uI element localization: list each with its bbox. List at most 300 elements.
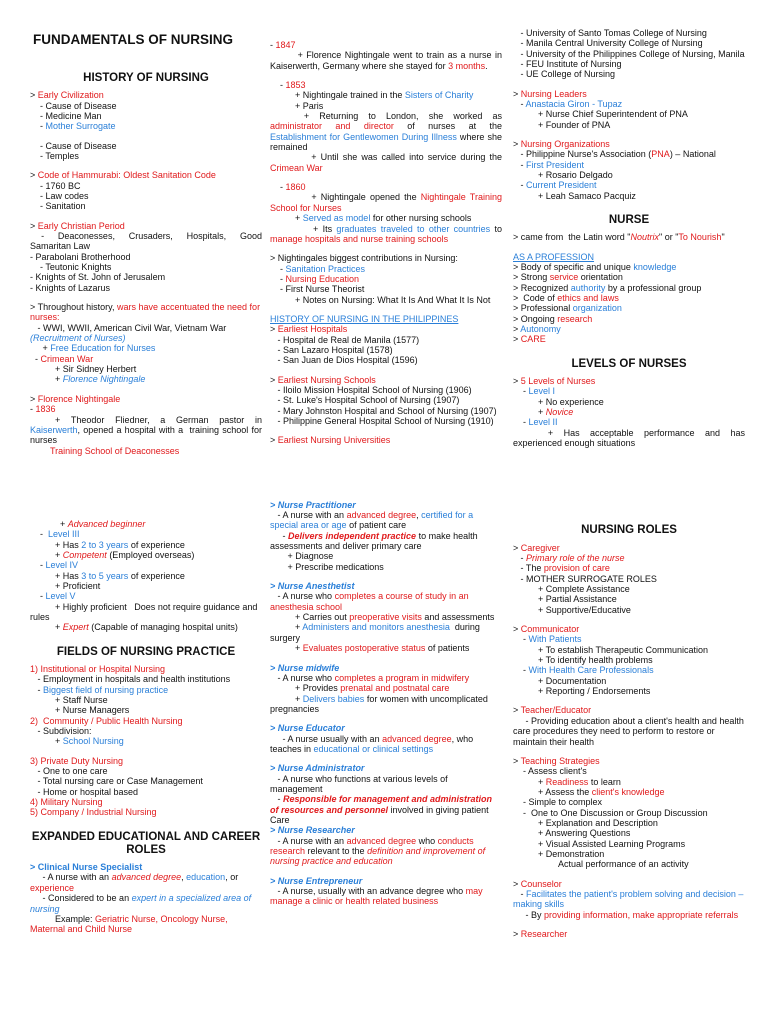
text-line: [270, 531, 502, 552]
text-run: Training School of Deaconesses: [50, 445, 180, 456]
text-run: >: [513, 542, 521, 553]
text-run: +: [30, 374, 63, 385]
text-run: - Mary Johnston Hospital and School of Nursing (1907): [270, 405, 497, 416]
text-line: [30, 343, 262, 353]
text-run: -: [270, 80, 286, 91]
text-line: [513, 262, 745, 272]
text-line: [513, 849, 745, 859]
text-line: [513, 543, 745, 553]
text-line: [513, 427, 748, 449]
text-run: >: [513, 878, 521, 889]
text-line: [30, 664, 262, 674]
text-run: " or ": [659, 232, 679, 243]
text-run: experience: [30, 882, 75, 893]
text-line: [270, 253, 502, 263]
text-run: + No experience: [513, 396, 607, 407]
text-run: >: [270, 324, 278, 335]
text-run: Establishment for Gentlewomen During Illness: [270, 131, 457, 142]
text-run: - Assess client's: [513, 766, 587, 777]
spacer: [513, 502, 745, 511]
text-line: [513, 563, 745, 573]
text-run: wars have accentuated the need for nurses:: [30, 302, 263, 323]
text-run: - Philippine General Hospital School of Nursing (1910): [270, 416, 494, 426]
text-line: [30, 862, 262, 872]
text-line: [270, 794, 502, 815]
text-run: + Has: [30, 539, 82, 550]
text-run: Novice: [545, 407, 574, 418]
text-line: [513, 889, 745, 910]
text-run: -: [30, 121, 46, 132]
text-run: - Simple to complex: [513, 797, 603, 808]
text-run: Nursing Leaders: [520, 88, 587, 99]
spacer: [513, 747, 745, 756]
text-run: (Recruitment of Nurses): [30, 333, 126, 344]
spacer: [270, 491, 502, 500]
text-run: First President: [526, 159, 585, 170]
text-line: [513, 120, 745, 130]
spacer: [270, 482, 502, 491]
text-run: - A nurse with an: [270, 835, 347, 846]
text-run: -: [513, 180, 527, 191]
text-line: [270, 295, 502, 305]
text-line: [30, 121, 262, 131]
text-run: Earliest Hospitals: [277, 324, 348, 335]
text-line: [513, 777, 745, 787]
text-run: , or: [225, 872, 241, 883]
text-run: > Ongoing: [513, 313, 558, 324]
text-line: [30, 252, 262, 262]
text-line: [270, 395, 502, 405]
spacer: [30, 456, 262, 465]
text-run: advanced degree: [346, 510, 417, 521]
text-run: +: [30, 736, 63, 747]
text-line: [513, 686, 745, 696]
text-run: 3 to 5 years: [81, 570, 129, 581]
text-run: > Code of: [513, 293, 558, 304]
text-line: [513, 634, 745, 644]
text-run: Readiness: [545, 776, 589, 787]
text-run: > Throughout history,: [30, 302, 117, 313]
text-run: to make health assessments and deliver primary care: [270, 530, 481, 552]
text-run: Evaluates postoperative status: [302, 643, 426, 654]
text-line: [270, 314, 502, 324]
text-line: [30, 519, 262, 529]
text-line: [270, 591, 502, 612]
text-run: completes a program in midwifery: [334, 672, 470, 683]
text-line: [513, 334, 745, 344]
text-run: + Reporting / Endorsements: [513, 686, 651, 697]
text-run: +: [513, 776, 546, 787]
spacer: [513, 615, 745, 624]
text-line: [513, 716, 745, 747]
text-run: - Iloilo Mission Hospital School of Nursing (1906): [270, 384, 472, 395]
section-heading: LEVELS OF NURSES: [571, 357, 687, 370]
text-line: [30, 414, 265, 446]
text-line: [513, 665, 745, 675]
text-run: -: [513, 553, 527, 563]
text-run: +: [513, 407, 546, 418]
text-run: Advanced beginner: [67, 518, 146, 529]
text-run: - A nurse who: [270, 591, 335, 602]
text-run: - Deaconesses, Crusaders, Hospitals, Good Samaritan Law: [30, 231, 265, 252]
text-run: > Nurse Educator: [270, 723, 345, 734]
spacer: [270, 572, 502, 581]
text-run: +: [270, 643, 303, 654]
text-run: +: [30, 622, 63, 633]
text-run: >: [513, 334, 521, 345]
text-line: [513, 676, 745, 686]
text-line: [30, 695, 262, 705]
text-line: [270, 500, 502, 510]
text-run: -: [513, 634, 529, 645]
text-line: [30, 685, 262, 695]
text-run: - Providing education about a client's health and health care procedures they need to perform to restore or maintain their health: [513, 715, 747, 747]
text-line: [513, 376, 745, 386]
text-run: .: [485, 60, 488, 71]
text-line: [513, 859, 745, 869]
text-line: [270, 562, 502, 572]
text-run: completes a course of study in an anesthesia school: [270, 591, 472, 612]
text-run: who: [416, 835, 438, 846]
text-run: - Knights of St. John of Jerusalem: [30, 272, 166, 283]
text-run: Sisters of Charity: [404, 90, 474, 101]
section-heading: NURSE: [608, 214, 650, 227]
text-run: ": [721, 232, 725, 243]
spacer: [270, 654, 502, 663]
text-line: [270, 886, 502, 907]
text-run: expert in a specialized area of nursing: [30, 893, 254, 914]
text-run: Facilitates the patient's problem solving and decision – making skills: [513, 888, 746, 910]
spacer: [270, 446, 502, 455]
text-run: Researcher: [520, 929, 568, 939]
text-run: Crimean War: [40, 353, 94, 364]
text-run: 3 months: [448, 60, 486, 71]
text-line: [270, 612, 502, 622]
text-run: + Rosario Delgado: [513, 170, 613, 181]
text-line: [270, 825, 502, 835]
text-run: - 1760 BC: [30, 180, 81, 191]
text-run: -: [513, 99, 526, 110]
text-line: [513, 584, 745, 594]
text-run: >: [513, 929, 521, 939]
text-run: 5) Company / Industrial Nursing: [30, 807, 157, 818]
section-heading: EXPANDED EDUCATIONAL AND CAREER ROLES: [31, 830, 261, 856]
text-line: [30, 394, 262, 404]
text-run: HISTORY OF NURSING IN THE PHILIPPINES: [270, 313, 459, 324]
text-run: CARE: [520, 334, 546, 345]
text-run: Administers and monitors anesthesia: [302, 622, 450, 633]
text-run: -: [30, 353, 41, 364]
column-middle: [270, 40, 505, 907]
text-line: [30, 170, 262, 180]
text-line: [513, 645, 745, 655]
text-run: - University of Santo Tomas College of Nursing: [513, 28, 707, 38]
spacer: [513, 511, 745, 520]
text-line: [30, 872, 262, 893]
spacer: [513, 696, 745, 705]
text-line: [30, 90, 262, 100]
text-run: >: [30, 170, 38, 181]
text-run: Geriatric Nurse, Oncology Nurse, Maternal and Child Nurse: [30, 913, 231, 935]
spacer: [270, 473, 502, 482]
text-line: [270, 50, 505, 71]
text-run: advanced degree: [111, 872, 182, 883]
text-line: [30, 151, 262, 161]
text-run: - Cause of Disease: [30, 140, 117, 151]
text-run: Communicator: [520, 624, 580, 635]
spacer: [513, 920, 745, 929]
text-line: [270, 274, 502, 284]
text-run: -: [30, 560, 46, 571]
text-run: + Visual Assisted Learning Programs: [513, 838, 686, 849]
text-run: + Florence Nightingale went to train as a nurse in Kaiserwerth, Germany where she stayed for: [270, 50, 505, 71]
text-line: [270, 264, 502, 274]
text-line: [513, 797, 745, 807]
spacer: [513, 493, 745, 502]
text-run: 1836: [35, 404, 56, 415]
text-run: Crimean War: [270, 162, 323, 173]
spacer: [30, 385, 262, 394]
text-line: [30, 716, 262, 726]
text-line: [270, 111, 505, 153]
text-run: > Strong: [513, 272, 550, 283]
text-line: [270, 223, 505, 245]
text-run: - Philippine Nurse's Association (: [513, 149, 652, 160]
text-line: [513, 828, 745, 838]
text-run: Current President: [526, 180, 597, 191]
text-run: Noutrix: [630, 232, 660, 243]
text-run: -: [30, 684, 44, 695]
text-run: Anastacia Giron - Tupaz: [525, 99, 623, 110]
text-run: + Supportive/Educative: [513, 604, 631, 615]
text-run: >: [513, 705, 521, 716]
text-line: [30, 591, 262, 601]
text-line: [513, 272, 745, 282]
text-run: + Theodor Fliedner, a German pastor in: [30, 414, 265, 425]
text-run: > Nurse Anesthetist: [270, 581, 355, 592]
text-run: +: [30, 518, 68, 529]
text-run: providing information, make appropriate referrals: [544, 909, 739, 920]
text-run: Counselor: [520, 878, 562, 889]
text-line: [270, 774, 502, 795]
text-run: of patients: [425, 643, 470, 654]
text-line: [513, 252, 745, 262]
spacer: [270, 426, 502, 435]
text-run: Early Christian Period: [37, 220, 125, 231]
text-run: Example:: [30, 913, 96, 924]
text-run: - One to one care: [30, 765, 108, 776]
spacer: [270, 71, 502, 80]
text-run: -: [270, 794, 284, 805]
text-line: [30, 262, 262, 272]
text-line: [513, 705, 745, 715]
text-line: [270, 734, 502, 755]
text-run: - Total nursing care or Case Management: [30, 776, 203, 787]
text-run: 1847: [275, 40, 296, 50]
text-line: [30, 622, 262, 632]
text-run: >: [513, 624, 521, 635]
text-run: Actual performance of an activity: [513, 859, 689, 870]
text-run: Florence Nightingale: [62, 374, 146, 385]
text-run: Served as model: [302, 213, 371, 224]
text-run: -: [270, 263, 286, 274]
spacer: [270, 754, 502, 763]
text-run: + Nightingale trained in the: [270, 90, 405, 101]
spacer: [270, 244, 502, 253]
text-run: > came from the Latin word ": [513, 232, 631, 243]
text-run: >: [513, 324, 521, 335]
text-line: [513, 180, 745, 190]
text-run: Free Education for Nurses: [50, 343, 156, 354]
text-line: [30, 560, 262, 570]
text-run: - Knights of Lazarus: [30, 282, 111, 293]
spacer: [270, 366, 502, 375]
text-run: educational or clinical settings: [313, 743, 434, 754]
text-run: + Highly proficient Does not require guidance and rules: [30, 601, 260, 622]
text-run: - Law codes: [30, 190, 89, 201]
text-run: manage hospitals and nurse training schools: [270, 233, 449, 244]
text-line: [30, 797, 262, 807]
text-line: [270, 836, 502, 867]
text-run: - One to One Discussion or Group Discussion: [513, 807, 708, 818]
text-line: [513, 324, 745, 334]
text-line: [513, 59, 745, 69]
text-run: + To establish Therapeutic Communication: [513, 644, 709, 655]
text-run: - Subdivision:: [30, 725, 92, 736]
text-run: -: [513, 159, 527, 170]
text-line: [30, 529, 262, 539]
text-run: certified for a special area or age: [270, 510, 476, 531]
text-run: research: [557, 313, 593, 324]
text-run: -: [30, 529, 49, 540]
text-line: [513, 99, 745, 109]
text-line: [270, 355, 502, 365]
text-line: [30, 111, 262, 121]
text-line: [270, 723, 502, 733]
text-line: [513, 283, 745, 293]
text-run: Primary role of the nurse: [526, 553, 625, 563]
text-line: [270, 551, 502, 561]
section-heading: HISTORY OF NURSING: [83, 72, 209, 84]
text-run: Level III: [48, 529, 80, 540]
text-run: - UE College of Nursing: [513, 69, 616, 80]
text-run: Earliest Nursing Schools: [277, 374, 376, 385]
text-run: - Hospital de Real de Manila (1577): [270, 334, 420, 345]
text-line: [270, 182, 502, 192]
text-run: 1853: [285, 80, 306, 91]
text-line: [270, 80, 502, 90]
text-run: of experience: [128, 539, 188, 550]
text-run: > Nurse midwife: [270, 662, 340, 673]
text-run: - By: [513, 909, 545, 920]
text-line: [270, 90, 502, 100]
text-line: [270, 335, 502, 345]
text-run: , who teaches in: [270, 733, 476, 754]
text-line: [30, 756, 262, 766]
text-line: [513, 170, 745, 180]
text-run: - A nurse usually with an: [270, 733, 383, 744]
text-line: [513, 149, 745, 159]
text-run: - San Juan de Dios Hospital (1596): [270, 355, 418, 366]
text-line: [513, 417, 745, 427]
text-run: ,: [416, 510, 422, 521]
text-run: - Employment in hospitals and health institutions: [30, 674, 231, 685]
text-run: With Health Care Professionals: [528, 665, 654, 676]
text-line: [270, 213, 502, 223]
text-line: [270, 406, 502, 416]
spacer: [513, 475, 745, 484]
text-run: of experience: [128, 570, 185, 581]
text-line: [270, 101, 502, 111]
text-run: AS A PROFESSION: [513, 251, 595, 262]
text-run: >: [513, 88, 521, 99]
text-run: conducts research: [270, 835, 477, 856]
spacer: [513, 201, 745, 210]
text-line: [513, 787, 745, 797]
text-line: [513, 160, 745, 170]
text-run: + Nightingale opened the: [270, 192, 421, 203]
text-run: - Cause of Disease: [30, 100, 117, 111]
text-run: - Parabolani Brotherhood: [30, 251, 131, 262]
text-run: - Medicine Man: [30, 110, 102, 121]
text-run: - A nurse who functions at various levels of management: [270, 773, 451, 794]
text-run: + Until she was called into service during the: [270, 152, 505, 163]
text-line: [270, 622, 502, 643]
text-run: > Recognized: [513, 282, 571, 293]
text-run: -: [30, 591, 46, 602]
text-line: [30, 231, 265, 252]
text-run: - Home or hospital based: [30, 786, 139, 797]
text-run: + Has acceptable performance and has experienced enough situations: [513, 427, 748, 449]
text-run: With Patients: [528, 634, 582, 645]
text-run: (Capable of managing hospital units): [88, 622, 238, 633]
text-line: [270, 152, 505, 173]
text-line: [513, 655, 745, 665]
text-run: -: [30, 404, 36, 415]
text-line: [513, 69, 745, 79]
spacer: [30, 483, 262, 492]
text-run: -: [270, 530, 289, 541]
text-run: > Professional: [513, 303, 573, 314]
text-line: [270, 694, 502, 715]
text-run: -: [270, 40, 276, 50]
text-run: > Nurse Researcher: [270, 825, 355, 836]
text-run: [619, 293, 622, 303]
text-run: > Nurse Administrator: [270, 763, 365, 774]
text-run: - Considered to be an: [30, 893, 132, 904]
text-run: Code of Hammurabi: Oldest Sanitation Code: [37, 170, 216, 181]
text-run: - A nurse with an: [30, 872, 112, 883]
text-line: [270, 345, 502, 355]
text-line: [270, 375, 502, 385]
text-run: for women with uncomplicated pregnancies: [270, 693, 491, 714]
text-run: + Proficient: [30, 580, 101, 591]
text-line: [513, 232, 745, 242]
text-run: +: [270, 622, 303, 633]
text-run: + Returning to London, she worked as: [270, 111, 505, 122]
text-run: provision of care: [543, 563, 610, 574]
spacer: [30, 818, 262, 827]
text-run: to: [490, 223, 505, 234]
spacer: [513, 130, 745, 139]
text-run: + Assess the: [513, 786, 592, 797]
text-run: >: [270, 374, 278, 385]
text-run: Early Civilization: [37, 90, 104, 101]
text-line: [30, 581, 262, 591]
text-run: - FEU Institute of Nursing: [513, 59, 622, 70]
text-run: -: [513, 386, 529, 397]
text-line: [30, 101, 262, 111]
